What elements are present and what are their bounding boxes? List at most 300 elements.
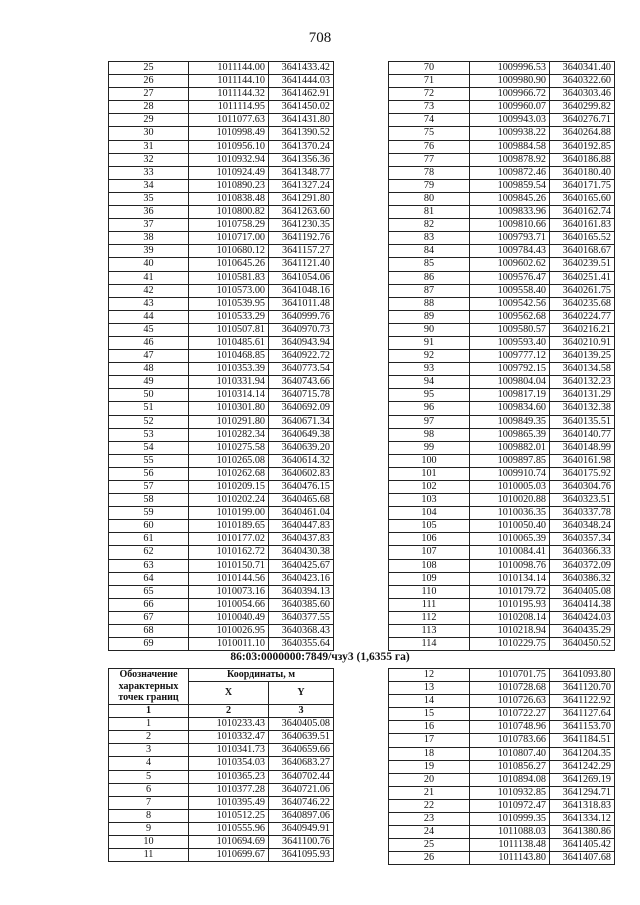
x-coordinate: 1010924.49 [189, 166, 269, 179]
table-row [109, 585, 334, 598]
table-row [389, 638, 615, 651]
table-row [109, 467, 334, 480]
point-number: 69 [109, 638, 189, 651]
point-number: 56 [109, 467, 189, 480]
x-coordinate: 1010065.39 [470, 533, 550, 546]
point-number: 32 [109, 153, 189, 166]
x-coordinate: 1010581.83 [189, 271, 269, 284]
point-number: 82 [389, 219, 470, 232]
y-coordinate: 3640922.72 [269, 350, 334, 363]
x-coordinate: 1010699.67 [189, 849, 269, 862]
y-coordinate: 3641370.24 [269, 140, 334, 153]
point-number: 55 [109, 454, 189, 467]
x-coordinate: 1011088.03 [470, 826, 550, 839]
point-number: 5 [109, 770, 189, 783]
x-coordinate: 1010275.58 [189, 441, 269, 454]
table-row [109, 796, 334, 809]
table-row [389, 625, 615, 638]
point-number: 113 [389, 625, 470, 638]
point-number: 51 [109, 402, 189, 415]
x-coordinate: 1010011.10 [189, 638, 269, 651]
y-coordinate: 3641100.76 [269, 836, 334, 849]
x-coordinate: 1010758.29 [189, 219, 269, 232]
x-coordinate: 1010026.95 [189, 625, 269, 638]
point-number: 109 [389, 572, 470, 585]
y-coordinate: 3641431.80 [269, 114, 334, 127]
point-number: 105 [389, 520, 470, 533]
table-row [389, 441, 615, 454]
table-row [109, 271, 334, 284]
point-number: 106 [389, 533, 470, 546]
point-number: 24 [389, 826, 470, 839]
point-number: 26 [109, 75, 189, 88]
table-row [109, 572, 334, 585]
table-row [389, 219, 615, 232]
y-coordinate: 3640180.40 [550, 166, 615, 179]
table-row [389, 389, 615, 402]
y-coordinate: 3640715.78 [269, 389, 334, 402]
point-number: 22 [389, 799, 470, 812]
x-coordinate: 1011144.10 [189, 75, 269, 88]
x-coordinate: 1009817.19 [470, 389, 550, 402]
point-number: 94 [389, 376, 470, 389]
x-coordinate: 1010722.27 [470, 708, 550, 721]
header-point-label: Обозначение характерных точек границ [109, 669, 189, 705]
point-number: 8 [109, 809, 189, 822]
x-coordinate: 1009542.56 [470, 297, 550, 310]
table-row [109, 336, 334, 349]
x-coordinate: 1010050.40 [470, 520, 550, 533]
y-coordinate: 3640897.06 [269, 809, 334, 822]
point-number: 61 [109, 533, 189, 546]
table-row [109, 114, 334, 127]
point-number: 20 [389, 773, 470, 786]
point-number: 65 [109, 585, 189, 598]
y-coordinate: 3640161.98 [550, 454, 615, 467]
table-row [389, 454, 615, 467]
y-coordinate: 3640148.99 [550, 441, 615, 454]
x-coordinate: 1009966.72 [470, 88, 550, 101]
table-row [109, 75, 334, 88]
y-coordinate: 3641054.06 [269, 271, 334, 284]
y-coordinate: 3641157.27 [269, 245, 334, 258]
table-row [389, 336, 615, 349]
x-coordinate: 1010395.49 [189, 796, 269, 809]
x-coordinate: 1011077.63 [189, 114, 269, 127]
coordinates-table-top-right [388, 61, 615, 651]
x-coordinate: 1010208.14 [470, 611, 550, 624]
header-num-2: 2 [189, 705, 269, 718]
header-coordinates: Координаты, м [189, 669, 334, 682]
y-coordinate: 3640461.04 [269, 507, 334, 520]
table-row [389, 75, 615, 88]
x-coordinate: 1010189.65 [189, 520, 269, 533]
point-number: 28 [109, 101, 189, 114]
table-row [109, 836, 334, 849]
table-row [389, 153, 615, 166]
x-coordinate: 1009938.22 [470, 127, 550, 140]
point-number: 74 [389, 114, 470, 127]
table-row [389, 481, 615, 494]
point-number: 35 [109, 192, 189, 205]
point-number: 4 [109, 757, 189, 770]
table-row [109, 310, 334, 323]
x-coordinate: 1010179.72 [470, 585, 550, 598]
point-number: 66 [109, 598, 189, 611]
x-coordinate: 1010701.75 [470, 669, 550, 682]
x-coordinate: 1010999.35 [470, 813, 550, 826]
y-coordinate: 3640450.52 [550, 638, 615, 651]
y-coordinate: 3641294.71 [550, 786, 615, 799]
point-number: 23 [389, 813, 470, 826]
x-coordinate: 1010728.68 [470, 682, 550, 695]
point-number: 90 [389, 323, 470, 336]
table-row [109, 297, 334, 310]
table-row [109, 809, 334, 822]
section-title: 86:03:0000000:7849/чзу3 (1,6355 га) [230, 651, 410, 663]
table-row [109, 454, 334, 467]
y-coordinate: 3640943.94 [269, 336, 334, 349]
table-row [109, 363, 334, 376]
x-coordinate: 1009897.85 [470, 454, 550, 467]
table-row [389, 363, 615, 376]
y-coordinate: 3640639.20 [269, 441, 334, 454]
point-number: 46 [109, 336, 189, 349]
table-row [109, 520, 334, 533]
point-number: 42 [109, 284, 189, 297]
x-coordinate: 1009562.68 [470, 310, 550, 323]
y-coordinate: 3641334.12 [550, 813, 615, 826]
table-row [389, 682, 615, 695]
table-row [109, 88, 334, 101]
y-coordinate: 3640161.83 [550, 219, 615, 232]
y-coordinate: 3640385.60 [269, 598, 334, 611]
y-coordinate: 3640139.25 [550, 350, 615, 363]
x-coordinate: 1010748.96 [470, 721, 550, 734]
point-number: 75 [389, 127, 470, 140]
x-coordinate: 1010726.63 [470, 695, 550, 708]
point-number: 89 [389, 310, 470, 323]
point-number: 110 [389, 585, 470, 598]
y-coordinate: 3640435.29 [550, 625, 615, 638]
y-coordinate: 3640405.08 [550, 585, 615, 598]
y-coordinate: 3641405.42 [550, 839, 615, 852]
x-coordinate: 1010485.61 [189, 336, 269, 349]
y-coordinate: 3640414.38 [550, 598, 615, 611]
y-coordinate: 3640372.09 [550, 559, 615, 572]
x-coordinate: 1010134.14 [470, 572, 550, 585]
table-row [389, 114, 615, 127]
point-number: 50 [109, 389, 189, 402]
y-coordinate: 3640702.44 [269, 770, 334, 783]
point-number: 10 [109, 836, 189, 849]
header-x: X [189, 682, 269, 705]
point-number: 43 [109, 297, 189, 310]
x-coordinate: 1010341.73 [189, 744, 269, 757]
x-coordinate: 1009834.60 [470, 402, 550, 415]
y-coordinate: 3640377.55 [269, 611, 334, 624]
point-number: 17 [389, 734, 470, 747]
y-coordinate: 3640304.76 [550, 481, 615, 494]
x-coordinate: 1010354.03 [189, 757, 269, 770]
table-row [389, 695, 615, 708]
point-number: 99 [389, 441, 470, 454]
table-row [389, 310, 615, 323]
point-number: 98 [389, 428, 470, 441]
table-row [389, 350, 615, 363]
table-row [389, 760, 615, 773]
x-coordinate: 1010377.28 [189, 783, 269, 796]
y-coordinate: 3640162.74 [550, 206, 615, 219]
point-number: 1 [109, 718, 189, 731]
y-coordinate: 3641093.80 [550, 669, 615, 682]
y-coordinate: 3640773.54 [269, 363, 334, 376]
table-row [389, 852, 615, 865]
table-row [109, 598, 334, 611]
point-number: 76 [389, 140, 470, 153]
point-number: 62 [109, 546, 189, 559]
x-coordinate: 1010468.85 [189, 350, 269, 363]
table-row [389, 507, 615, 520]
table-row [109, 402, 334, 415]
y-coordinate: 3640186.88 [550, 153, 615, 166]
x-coordinate: 1009960.07 [470, 101, 550, 114]
point-number: 72 [389, 88, 470, 101]
y-coordinate: 3640239.51 [550, 258, 615, 271]
table-row [389, 62, 615, 75]
table-row [109, 546, 334, 559]
x-coordinate: 1010932.94 [189, 153, 269, 166]
point-number: 60 [109, 520, 189, 533]
table-row [389, 206, 615, 219]
table-row [109, 192, 334, 205]
table-row [389, 192, 615, 205]
y-coordinate: 3641291.80 [269, 192, 334, 205]
y-coordinate: 3641269.19 [550, 773, 615, 786]
y-coordinate: 3640355.64 [269, 638, 334, 651]
point-number: 86 [389, 271, 470, 284]
table-row [389, 323, 615, 336]
table-row [389, 611, 615, 624]
y-coordinate: 3640476.15 [269, 481, 334, 494]
point-number: 29 [109, 114, 189, 127]
coordinates-table-bottom-right [388, 668, 615, 865]
x-coordinate: 1009910.74 [470, 467, 550, 480]
x-coordinate: 1010005.03 [470, 481, 550, 494]
y-coordinate: 3640134.58 [550, 363, 615, 376]
point-number: 103 [389, 494, 470, 507]
y-coordinate: 3640368.43 [269, 625, 334, 638]
table-row [109, 731, 334, 744]
y-coordinate: 3640721.06 [269, 783, 334, 796]
x-coordinate: 1010680.12 [189, 245, 269, 258]
y-coordinate: 3641318.83 [550, 799, 615, 812]
point-number: 54 [109, 441, 189, 454]
y-coordinate: 3641095.93 [269, 849, 334, 862]
table-row [109, 481, 334, 494]
point-number: 96 [389, 402, 470, 415]
point-number: 68 [109, 625, 189, 638]
x-coordinate: 1010539.95 [189, 297, 269, 310]
table-row [109, 611, 334, 624]
table-row [389, 297, 615, 310]
point-number: 11 [109, 849, 189, 862]
table-row [109, 376, 334, 389]
point-number: 33 [109, 166, 189, 179]
x-coordinate: 1009580.57 [470, 323, 550, 336]
table-row [389, 271, 615, 284]
y-coordinate: 3640261.75 [550, 284, 615, 297]
table-row [389, 826, 615, 839]
y-coordinate: 3641120.70 [550, 682, 615, 695]
table-row [389, 232, 615, 245]
y-coordinate: 3640337.78 [550, 507, 615, 520]
x-coordinate: 1010365.23 [189, 770, 269, 783]
point-number: 44 [109, 310, 189, 323]
x-coordinate: 1009602.62 [470, 258, 550, 271]
y-coordinate: 3640692.09 [269, 402, 334, 415]
x-coordinate: 1010036.35 [470, 507, 550, 520]
point-number: 31 [109, 140, 189, 153]
table-row [109, 389, 334, 402]
point-number: 37 [109, 219, 189, 232]
x-coordinate: 1010084.41 [470, 546, 550, 559]
table-row [389, 813, 615, 826]
x-coordinate: 1010856.27 [470, 760, 550, 773]
point-number: 63 [109, 559, 189, 572]
x-coordinate: 1009859.54 [470, 179, 550, 192]
table-row [109, 849, 334, 862]
table-row [109, 533, 334, 546]
y-coordinate: 3640140.77 [550, 428, 615, 441]
y-coordinate: 3640165.52 [550, 232, 615, 245]
table-row [389, 140, 615, 153]
table-row [389, 101, 615, 114]
point-number: 9 [109, 822, 189, 835]
x-coordinate: 1010932.85 [470, 786, 550, 799]
y-coordinate: 3640135.51 [550, 415, 615, 428]
table-row [109, 232, 334, 245]
y-coordinate: 3640171.75 [550, 179, 615, 192]
point-number: 57 [109, 481, 189, 494]
table-row [389, 669, 615, 682]
x-coordinate: 1009849.35 [470, 415, 550, 428]
coordinates-table-top-left [108, 61, 334, 651]
x-coordinate: 1011143.80 [470, 852, 550, 865]
y-coordinate: 3640131.29 [550, 389, 615, 402]
point-number: 27 [109, 88, 189, 101]
x-coordinate: 1010890.23 [189, 179, 269, 192]
y-coordinate: 3640175.92 [550, 467, 615, 480]
x-coordinate: 1010262.68 [189, 467, 269, 480]
point-number: 45 [109, 323, 189, 336]
y-coordinate: 3641263.60 [269, 206, 334, 219]
point-number: 79 [389, 179, 470, 192]
table-row [389, 546, 615, 559]
y-coordinate: 3641011.48 [269, 297, 334, 310]
y-coordinate: 3640424.03 [550, 611, 615, 624]
x-coordinate: 1009810.66 [470, 219, 550, 232]
point-number: 77 [389, 153, 470, 166]
point-number: 25 [109, 62, 189, 75]
y-coordinate: 3641356.36 [269, 153, 334, 166]
table-row [389, 284, 615, 297]
x-coordinate: 1010054.66 [189, 598, 269, 611]
page-number: 708 [308, 30, 332, 46]
point-number: 36 [109, 206, 189, 219]
y-coordinate: 3640224.77 [550, 310, 615, 323]
y-coordinate: 3640251.41 [550, 271, 615, 284]
x-coordinate: 1010098.76 [470, 559, 550, 572]
y-coordinate: 3640323.51 [550, 494, 615, 507]
x-coordinate: 1011144.32 [189, 88, 269, 101]
x-coordinate: 1010162.72 [189, 546, 269, 559]
point-number: 18 [389, 747, 470, 760]
table-row [389, 839, 615, 852]
point-number: 58 [109, 494, 189, 507]
table-row [109, 770, 334, 783]
y-coordinate: 3640602.83 [269, 467, 334, 480]
point-number: 39 [109, 245, 189, 258]
y-coordinate: 3640465.68 [269, 494, 334, 507]
x-coordinate: 1010807.40 [470, 747, 550, 760]
y-coordinate: 3640423.16 [269, 572, 334, 585]
x-coordinate: 1010177.02 [189, 533, 269, 546]
table-row [109, 494, 334, 507]
point-number: 19 [389, 760, 470, 773]
x-coordinate: 1010209.15 [189, 481, 269, 494]
header-num-3: 3 [269, 705, 334, 718]
y-coordinate: 3640210.91 [550, 336, 615, 349]
point-number: 2 [109, 731, 189, 744]
y-coordinate: 3641121.40 [269, 258, 334, 271]
x-coordinate: 1010838.48 [189, 192, 269, 205]
x-coordinate: 1010202.24 [189, 494, 269, 507]
table-row [389, 572, 615, 585]
x-coordinate: 1010233.43 [189, 718, 269, 731]
table-row [109, 140, 334, 153]
point-number: 111 [389, 598, 470, 611]
x-coordinate: 1009943.03 [470, 114, 550, 127]
x-coordinate: 1010020.88 [470, 494, 550, 507]
table-row [389, 494, 615, 507]
x-coordinate: 1010199.00 [189, 507, 269, 520]
y-coordinate: 3640970.73 [269, 323, 334, 336]
point-number: 59 [109, 507, 189, 520]
point-number: 70 [389, 62, 470, 75]
point-number: 7 [109, 796, 189, 809]
x-coordinate: 1010507.81 [189, 323, 269, 336]
y-coordinate: 3640264.88 [550, 127, 615, 140]
x-coordinate: 1009865.39 [470, 428, 550, 441]
point-number: 26 [389, 852, 470, 865]
table-row [389, 721, 615, 734]
y-coordinate: 3640366.33 [550, 546, 615, 559]
point-number: 40 [109, 258, 189, 271]
y-coordinate: 3640949.91 [269, 822, 334, 835]
point-number: 21 [389, 786, 470, 799]
table-row [389, 520, 615, 533]
table-row [109, 718, 334, 731]
x-coordinate: 1010150.71 [189, 559, 269, 572]
x-coordinate: 1010073.16 [189, 585, 269, 598]
table-row [389, 786, 615, 799]
y-coordinate: 3640614.32 [269, 454, 334, 467]
x-coordinate: 1009793.71 [470, 232, 550, 245]
y-coordinate: 3641348.77 [269, 166, 334, 179]
y-coordinate: 3640437.83 [269, 533, 334, 546]
point-number: 92 [389, 350, 470, 363]
